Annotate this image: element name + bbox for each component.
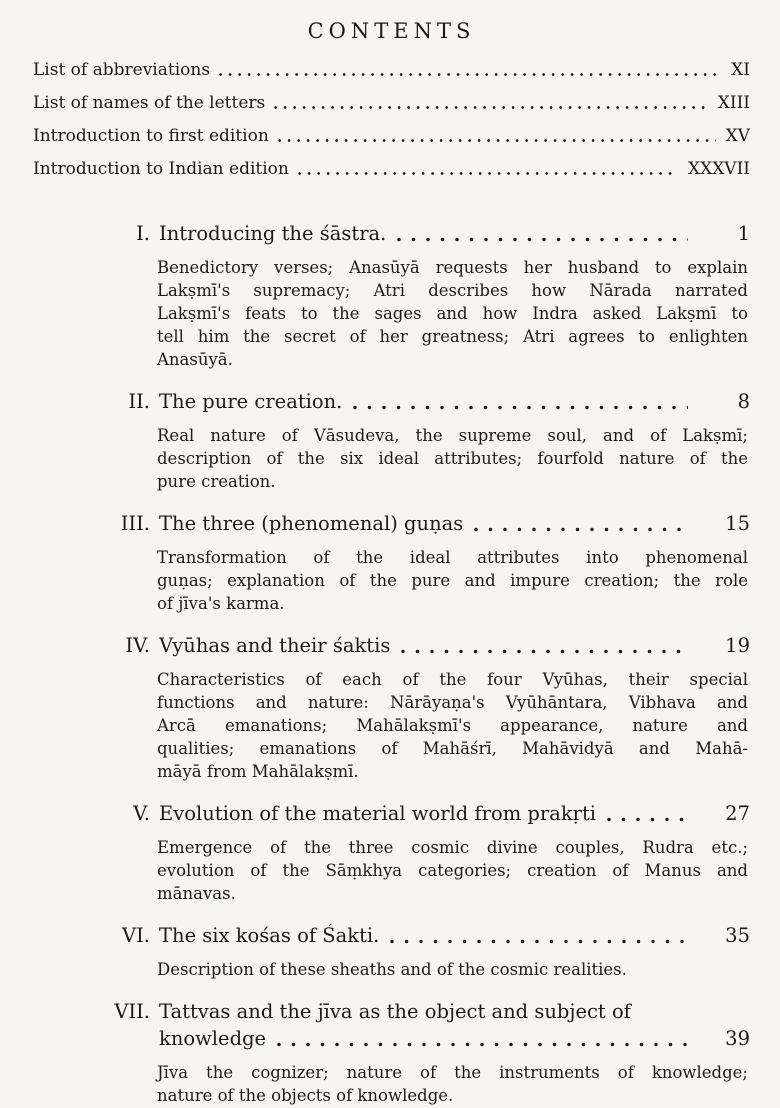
chapter-list xyxy=(33,220,750,1107)
front-matter-row xyxy=(33,158,750,180)
chapter-entry xyxy=(33,388,750,493)
chapter-page-number: 19 xyxy=(725,634,750,657)
chapter-title-line-2: knowledge xyxy=(159,1027,267,1050)
chapter-heading xyxy=(95,922,750,949)
chapter-summary-line: tell him the secret of her greatness; Atri agrees to enlighten xyxy=(157,327,748,346)
chapter-summary-line: Characteristics of each of the four Vyūhas, their special xyxy=(157,670,748,689)
chapter-heading xyxy=(95,510,750,537)
chapter-summary-line: mānavas. xyxy=(157,884,236,903)
dot-leader xyxy=(298,171,678,176)
chapter-page-number: 15 xyxy=(725,512,750,535)
chapter-heading xyxy=(95,800,750,827)
chapter-summary-line: Emergence of the three cosmic divine couples, Rudra etc.; xyxy=(157,838,748,857)
chapter-numeral: I. xyxy=(136,222,150,245)
chapter-summary-line: Lakṣmī's feats to the sages and how Indra asked Lakṣmī to xyxy=(157,304,748,323)
page-number: XXXVII xyxy=(687,159,750,179)
chapter-numeral: IV. xyxy=(125,634,150,657)
chapter-summary-line: functions and nature: Nārāyaṇa's Vyūhāntara, Vibhava and xyxy=(157,693,748,712)
front-matter-label: Introduction to Indian edition xyxy=(33,159,289,179)
chapter-summary-line: Description of these sheaths and of the cosmic realities. xyxy=(157,960,627,979)
chapter-title: The six kośas of Śakti. xyxy=(159,924,380,947)
dot-leader xyxy=(274,105,707,110)
chapter-summary xyxy=(157,958,748,981)
chapter-entry xyxy=(33,632,750,783)
chapter-summary-line: pure creation. xyxy=(157,472,276,491)
chapter-summary-line: Arcā emanations; Mahālakṣmī's appearance, nature and xyxy=(157,716,748,735)
chapter-summary-line: māyā from Mahālakṣmī. xyxy=(157,762,359,781)
chapter-page-number: 27 xyxy=(725,802,750,825)
chapter-entry xyxy=(33,800,750,905)
chapter-numeral: III. xyxy=(120,512,150,535)
chapter-summary xyxy=(157,424,748,493)
chapter-page-number: 39 xyxy=(725,1027,750,1050)
chapter-summary-line: description of the six ideal attributes; fourfold nature of the xyxy=(157,449,748,468)
chapter-summary xyxy=(157,1061,748,1107)
page-number: XV xyxy=(725,126,750,146)
chapter-summary xyxy=(157,546,748,615)
chapter-summary xyxy=(157,668,748,783)
dot-leader xyxy=(390,939,688,944)
chapter-entry xyxy=(33,998,750,1107)
chapter-numeral: II. xyxy=(128,390,150,413)
chapter-title: Introducing the śāstra. xyxy=(159,222,387,245)
chapter-title: Evolution of the material world from prakṛti xyxy=(159,802,597,825)
chapter-heading xyxy=(95,632,750,659)
front-matter-row xyxy=(33,92,750,114)
chapter-summary-line: nature of the objects of knowledge. xyxy=(157,1086,454,1105)
chapter-title-line-1: Tattvas and the jīva as the object and subject of xyxy=(159,1000,631,1023)
chapter-summary xyxy=(157,256,748,371)
dot-leader xyxy=(277,1042,688,1047)
chapter-numeral: VII. xyxy=(114,1000,150,1023)
chapter-summary-line: Jīva the cognizer; nature of the instruments of knowledge; xyxy=(157,1063,748,1082)
chapter-heading xyxy=(95,388,750,415)
chapter-summary-line: Lakṣmī's supremacy; Atri describes how Nārada narrated xyxy=(157,281,748,300)
page-number: XI xyxy=(731,60,750,80)
chapter-summary xyxy=(157,836,748,905)
chapter-heading xyxy=(95,998,750,1025)
chapter-page-number: 8 xyxy=(737,390,750,413)
chapter-summary-line: guṇas; explanation of the pure and impure creation; the role xyxy=(157,571,748,590)
chapter-summary-line: qualities; emanations of Mahāśrī, Mahāvidyā and Mahā- xyxy=(157,739,748,758)
chapter-summary-line: Benedictory verses; Anasūyā requests her husband to explain xyxy=(157,258,748,277)
dot-leader xyxy=(607,817,688,822)
chapter-title: The three (phenomenal) guṇas xyxy=(159,512,464,535)
dot-leader xyxy=(397,237,688,242)
front-matter-row xyxy=(33,125,750,147)
front-matter-list xyxy=(33,59,750,180)
page-title: CONTENTS xyxy=(307,19,476,43)
chapter-title: Vyūhas and their śaktis xyxy=(159,634,391,657)
front-matter-label: List of abbreviations xyxy=(33,60,211,80)
chapter-summary-line: Transformation of the ideal attributes into phenomenal xyxy=(157,548,748,567)
chapter-summary-line: Real nature of Vāsudeva, the supreme soul, and of Lakṣmī; xyxy=(157,426,748,445)
dot-leader xyxy=(401,649,688,654)
chapter-summary-line: evolution of the Sāṃkhya categories; creation of Manus and xyxy=(157,861,748,880)
chapter-page-number: 1 xyxy=(737,222,750,245)
chapter-heading xyxy=(95,220,750,247)
front-matter-row xyxy=(33,59,750,81)
chapter-title: The pure creation. xyxy=(159,390,343,413)
chapter-summary-line: Anasūyā. xyxy=(157,350,233,369)
front-matter-label: Introduction to first edition xyxy=(33,126,269,146)
dot-leader xyxy=(353,405,688,410)
page-number: XIII xyxy=(717,93,750,113)
front-matter-label: List of names of the letters xyxy=(33,93,266,113)
chapter-entry xyxy=(33,220,750,371)
chapter-summary-line: of jīva's karma. xyxy=(157,594,285,613)
chapter-entry xyxy=(33,510,750,615)
dot-leader xyxy=(219,72,721,77)
chapter-page-number: 35 xyxy=(725,924,750,947)
dot-leader xyxy=(474,527,688,532)
chapter-numeral: VI. xyxy=(122,924,150,947)
dot-leader xyxy=(278,138,716,143)
chapter-heading-continued xyxy=(159,1025,750,1052)
chapter-entry xyxy=(33,922,750,981)
chapter-numeral: V. xyxy=(133,802,150,825)
